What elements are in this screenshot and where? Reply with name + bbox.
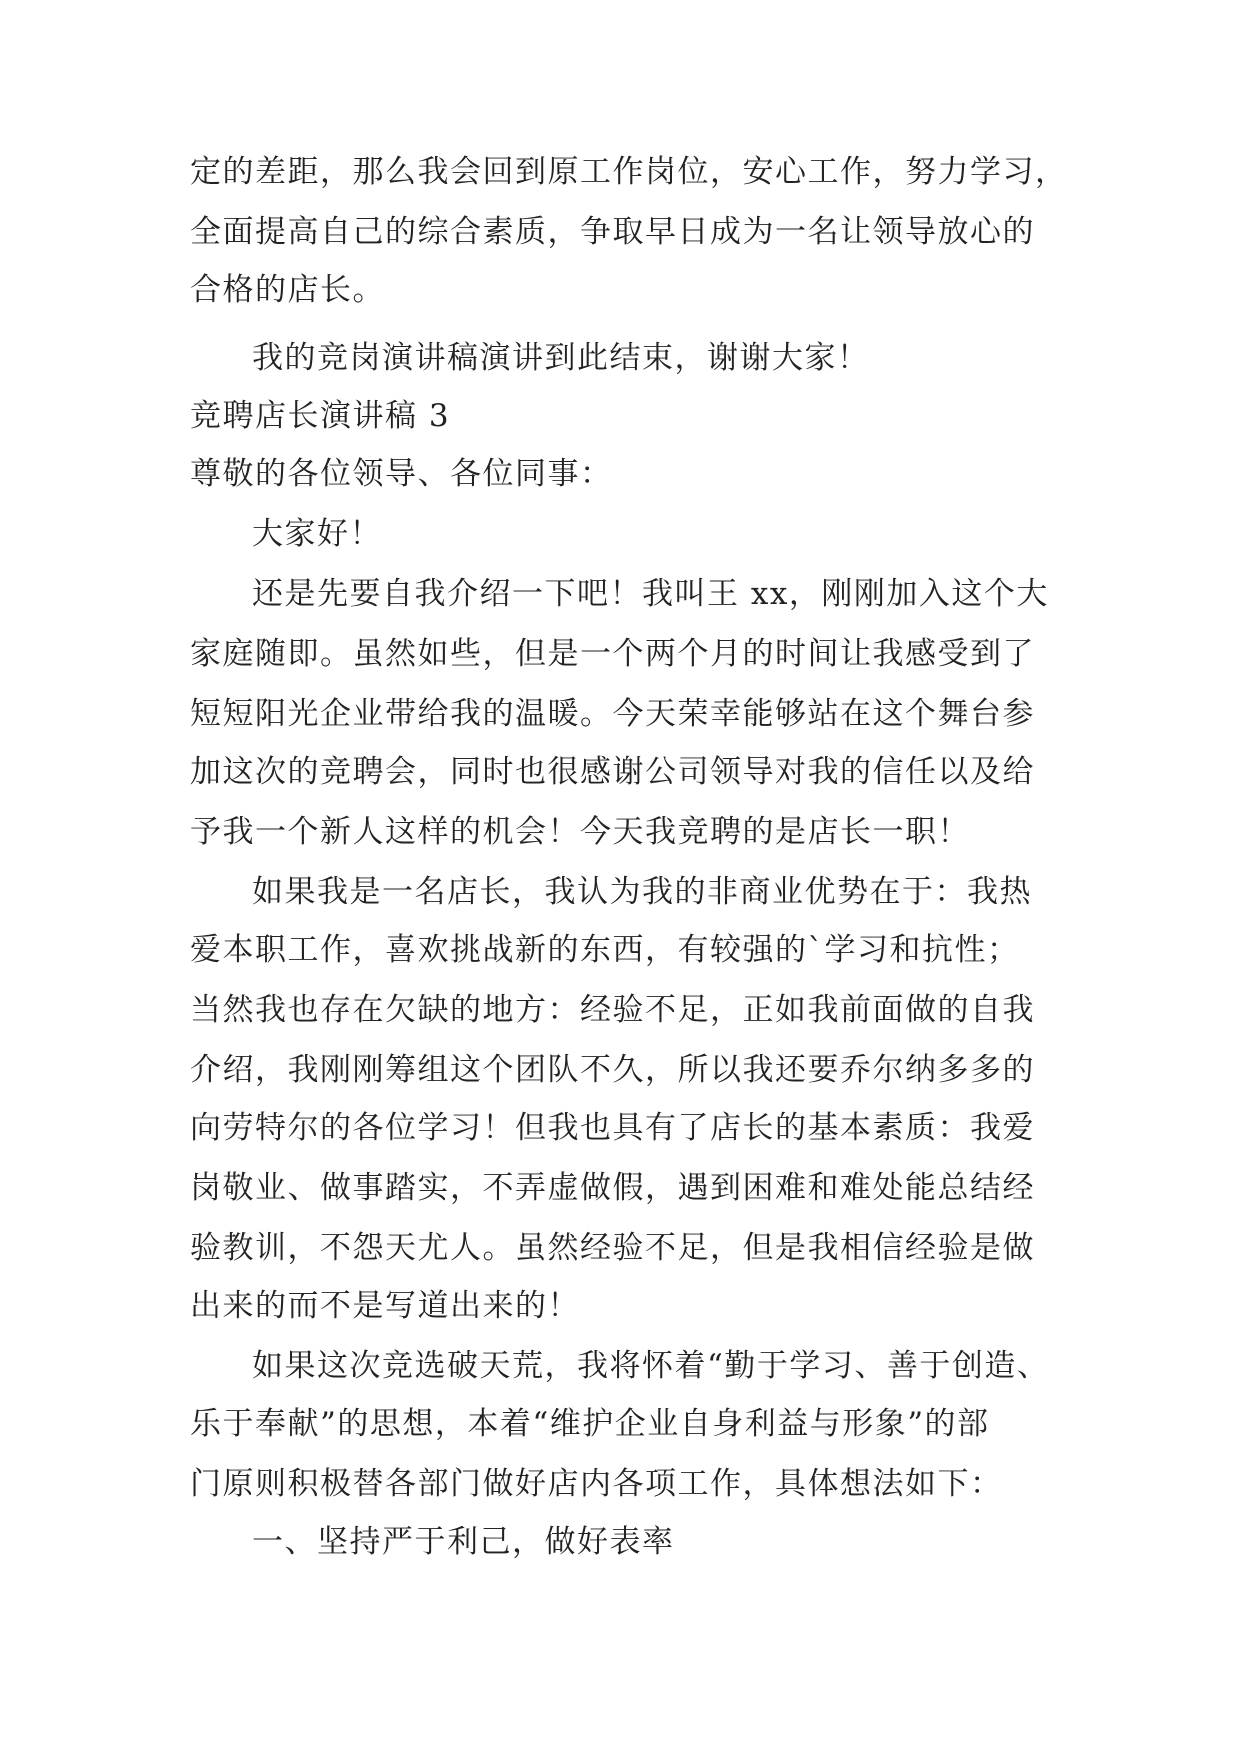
- subheading: 一、坚持严于利己，做好表率: [252, 1524, 675, 1560]
- salutation: 尊敬的各位领导、各位同事：: [190, 456, 613, 492]
- paragraph-line: 向劳特尔的各位学习！但我也具有了店长的基本素质：我爱: [190, 1110, 1035, 1146]
- paragraph-line: 全面提高自己的综合素质，争取早日成为一名让领导放心的: [190, 214, 1035, 250]
- paragraph-line: 予我一个新人这样的机会！今天我竞聘的是店长一职！: [190, 814, 970, 850]
- paragraph-line: 我的竞岗演讲稿演讲到此结束，谢谢大家！: [252, 340, 870, 376]
- paragraph-line: 如果我是一名店长，我认为我的非商业优势在于：我热: [252, 874, 1032, 910]
- paragraph-line: 当然我也存在欠缺的地方：经验不足，正如我前面做的自我: [190, 992, 1035, 1028]
- paragraph-line: 门原则积极替各部门做好店内各项工作，具体想法如下：: [190, 1466, 1003, 1502]
- paragraph-line: 短短阳光企业带给我的温暖。今天荣幸能够站在这个舞台参: [190, 696, 1035, 732]
- paragraph-line: 合格的店长。: [190, 272, 385, 308]
- section-title: 竞聘店长演讲稿 3: [190, 398, 451, 434]
- paragraph-line: 介绍，我刚刚筹组这个团队不久，所以我还要乔尔纳多多的: [190, 1052, 1035, 1088]
- paragraph-line: 爱本职工作，喜欢挑战新的东西，有较强的`学习和抗性；: [190, 932, 1020, 968]
- paragraph-line: 乐于奉献”的思想，本着“维护企业自身利益与形象”的部: [190, 1406, 990, 1442]
- paragraph-line: 定的差距，那么我会回到原工作岗位，安心工作，努力学习，: [190, 154, 1068, 190]
- paragraph-line: 加这次的竞聘会，同时也很感谢公司领导对我的信任以及给: [190, 754, 1035, 790]
- paragraph-line: 家庭随即。虽然如些，但是一个两个月的时间让我感受到了: [190, 636, 1035, 672]
- greeting: 大家好！: [252, 516, 382, 552]
- paragraph-line: 如果这次竞选破天荒，我将怀着“勤于学习、善于创造、: [252, 1348, 1050, 1384]
- paragraph-line: 验教训，不怨天尤人。虽然经验不足，但是我相信经验是做: [190, 1230, 1035, 1266]
- paragraph-line: 出来的而不是写道出来的！: [190, 1288, 580, 1324]
- paragraph-line: 还是先要自我介绍一下吧！我叫王 xx，刚刚加入这个大: [252, 576, 1049, 612]
- paragraph-line: 岗敬业、做事踏实，不弄虚做假，遇到困难和难处能总结经: [190, 1170, 1035, 1206]
